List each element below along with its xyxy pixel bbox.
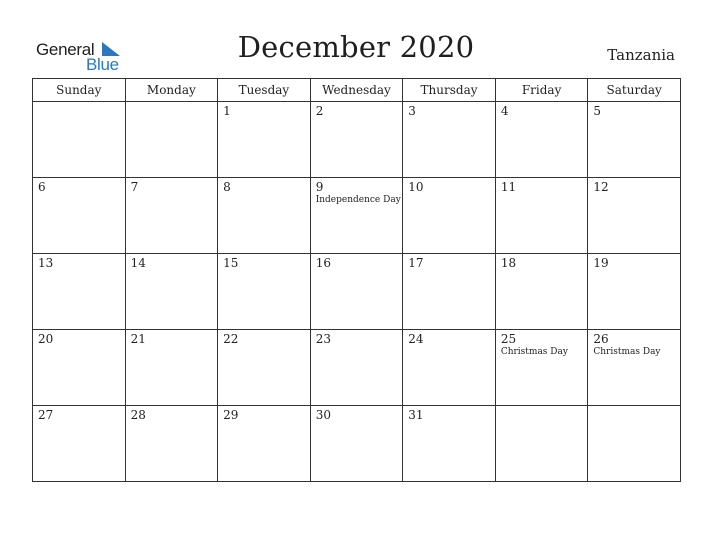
day-number: 18 — [500, 256, 517, 270]
day-cell — [588, 178, 681, 254]
day-number: 2 — [315, 104, 324, 118]
day-number: 7 — [130, 180, 139, 194]
day-cell — [403, 102, 496, 178]
day-cell — [125, 102, 218, 178]
day-number: 22 — [223, 332, 239, 346]
day-cell — [33, 254, 126, 330]
day-cell — [403, 178, 496, 254]
day-cell — [310, 178, 403, 254]
logo-word-general: General — [36, 40, 95, 59]
day-number: 1 — [223, 104, 231, 118]
day-cell — [218, 102, 311, 178]
day-cell — [495, 102, 588, 178]
day-number: 11 — [500, 180, 517, 194]
weekday-header: Sunday — [33, 79, 126, 102]
day-number: 6 — [38, 180, 46, 194]
day-number: 31 — [408, 408, 424, 422]
day-cell — [310, 330, 403, 406]
day-number: 30 — [315, 408, 331, 422]
day-cell — [495, 178, 588, 254]
day-number: 21 — [130, 332, 146, 346]
day-number: 3 — [408, 104, 416, 118]
logo-word-blue: Blue — [86, 55, 119, 74]
week-row — [33, 102, 681, 178]
day-cell — [125, 178, 218, 254]
day-number: 14 — [130, 256, 146, 270]
day-number: 8 — [223, 180, 231, 194]
day-cell — [33, 178, 126, 254]
holiday-label: Independence Day — [315, 195, 401, 205]
day-cell — [403, 254, 496, 330]
day-number: 26 — [593, 332, 609, 346]
weekday-header: Saturday — [588, 79, 681, 102]
day-cell — [218, 330, 311, 406]
calendar-title: December 2020 — [237, 30, 475, 64]
weekday-header-row — [33, 79, 681, 102]
day-cell — [588, 330, 681, 406]
weekday-header: Tuesday — [218, 79, 311, 102]
day-cell — [588, 254, 681, 330]
day-cell — [588, 102, 681, 178]
week-row — [33, 178, 681, 254]
holiday-label: Christmas Day — [500, 347, 568, 357]
day-number: 17 — [408, 256, 424, 270]
day-cell — [495, 254, 588, 330]
day-number: 15 — [223, 256, 239, 270]
day-cell — [403, 406, 496, 482]
weekday-header: Friday — [495, 79, 588, 102]
week-row — [33, 406, 681, 482]
day-cell — [218, 406, 311, 482]
weekday-header: Thursday — [403, 79, 496, 102]
day-number: 25 — [500, 332, 517, 346]
day-cell — [33, 406, 126, 482]
day-number: 24 — [408, 332, 424, 346]
day-cell — [218, 178, 311, 254]
day-cell — [125, 330, 218, 406]
day-number: 16 — [315, 256, 331, 270]
week-row — [33, 330, 681, 406]
day-cell — [310, 254, 403, 330]
day-cell — [125, 406, 218, 482]
day-number: 23 — [315, 332, 331, 346]
day-cell — [218, 254, 311, 330]
day-cell — [33, 330, 126, 406]
day-number: 13 — [38, 256, 54, 270]
day-number: 9 — [315, 180, 324, 194]
day-number: 29 — [223, 408, 239, 422]
day-cell — [588, 406, 681, 482]
day-number: 4 — [500, 104, 509, 118]
day-number: 20 — [38, 332, 54, 346]
day-cell — [495, 330, 588, 406]
weekday-header: Monday — [125, 79, 218, 102]
weekday-header: Wednesday — [310, 79, 403, 102]
calendar-grid — [32, 78, 681, 482]
day-number: 28 — [130, 408, 146, 422]
day-number: 10 — [408, 180, 424, 194]
day-number: 27 — [38, 408, 54, 422]
day-cell — [310, 102, 403, 178]
country-label: Tanzania — [607, 46, 675, 64]
day-number: 19 — [593, 256, 609, 270]
day-number: 12 — [593, 180, 609, 194]
week-row — [33, 254, 681, 330]
day-cell — [495, 406, 588, 482]
day-cell — [310, 406, 403, 482]
day-cell — [33, 102, 126, 178]
holiday-label: Christmas Day — [593, 347, 661, 357]
day-cell — [403, 330, 496, 406]
day-number: 5 — [593, 104, 602, 118]
day-cell — [125, 254, 218, 330]
